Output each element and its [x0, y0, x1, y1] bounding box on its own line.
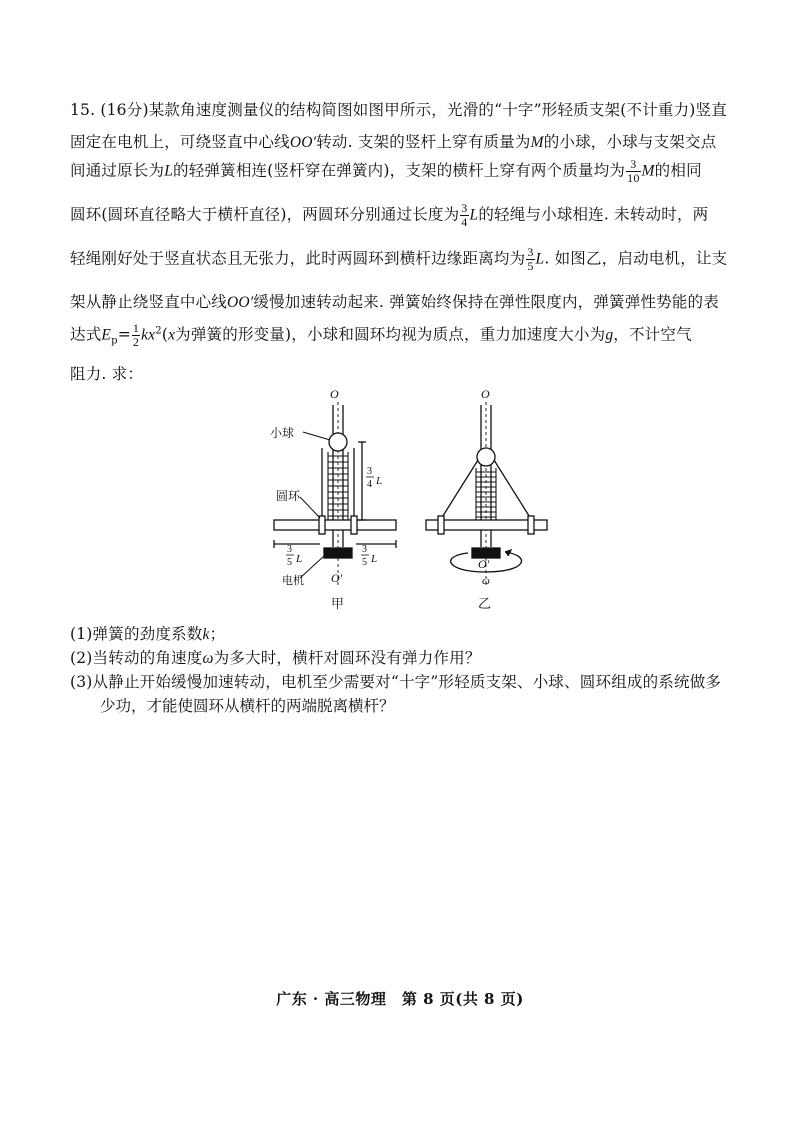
label-rope-num: 3: [367, 466, 372, 477]
fraction-3-4: $\frac{3}{4}$: [461, 201, 468, 229]
label-dist-right-den: 5: [362, 557, 367, 568]
ring-right-1: [438, 516, 444, 534]
label-motor: 电机: [282, 575, 304, 587]
label-dist-left-den: 5: [287, 557, 292, 568]
label-ring: 圆环: [276, 489, 301, 503]
problem-line-5: 轻绳刚好处于竖直状态且无张力，此时两圆环到横杆边缘距离均为 $\frac{3}{5}$ L. 如图乙，启动电机，让支: [70, 245, 728, 273]
label-o-bottom-right: O′: [478, 557, 490, 571]
problem-line-4: 圆环(圆环直径略大于横杆直径)，两圆环分别通过长度为 $\frac{3}{4}$ L的轻绳与小球相连. 未转动时，两: [70, 201, 709, 229]
fraction-1-2: $\frac{1}{2}$: [132, 321, 140, 349]
crossbar-left: [274, 520, 396, 530]
spring: [328, 452, 348, 520]
label-dist-right-unit: L: [371, 553, 378, 565]
label-rope-unit: L: [376, 475, 383, 487]
ball: [329, 433, 347, 451]
label-dist-right-num: 3: [362, 544, 367, 555]
label-dist-left-num: 3: [287, 544, 292, 555]
fraction-3-5: $\frac{3}{5}$: [527, 245, 534, 273]
ring-left-1: [319, 516, 325, 534]
ring-right-2: [528, 516, 534, 534]
label-o-top-right: O: [481, 387, 490, 401]
problem-line-1: 15. (16分)某款角速度测量仪的结构简图如图甲所示，光滑的“十字”形轻质支架(不计重力)竖直: [70, 101, 727, 119]
label-o-top-left: O: [330, 387, 339, 401]
label-omega: ω: [482, 575, 490, 587]
problem-line-7: 达式$E_p=$ $\frac{1}{2}$ $kx^2(x$为弹簧的形变量)，小球和圆环均视为质点，重力加速度大小为g，不计空气: [70, 321, 692, 349]
question-3: (3)从静止开始缓慢加速转动，电机至少需要对“十字”形轻质支架、小球、圆环组成的系统做多: [70, 673, 722, 691]
motor-left: [324, 548, 352, 558]
question-2: (2)当转动的角速度ω为多大时，横杆对圆环没有弹力作用？: [70, 649, 481, 667]
fraction-3-10: $\frac{3}{10}$: [627, 157, 640, 185]
caption-right: 乙: [478, 596, 492, 611]
label-rope-den: 4: [367, 479, 372, 490]
problem-line-2: 固定在电机上，可绕竖直中心线OO′转动. 支架的竖杆上穿有质量为M的小球，小球与支架交点: [70, 133, 717, 151]
question-3-cont: 少功，才能使圆环从横杆的两端脱离横杆？: [100, 697, 395, 715]
problem-line-8: 阻力. 求：: [70, 365, 144, 383]
label-dist-left-unit: L: [296, 553, 303, 565]
caption-left: 甲: [331, 596, 345, 611]
label-o-bottom-left: O′: [331, 571, 343, 585]
label-ball: 小球: [270, 426, 295, 440]
problem-line-6: 架从静止绕竖直中心线OO′缓慢加速转动起来. 弹簧始终保持在弹性限度内，弹簧弹性势能的表: [70, 293, 719, 311]
question-1: (1)弹簧的劲度系数k；: [70, 625, 226, 643]
page-footer: 广东 · 高三物理 第 8 页(共 8 页): [276, 990, 524, 1008]
ring-left-2: [351, 516, 357, 534]
figure-left: [274, 387, 396, 588]
problem-line-3: 间通过原长为L的轻弹簧相连(竖杆穿在弹簧内)，支架的横杆上穿有两个质量均为 $\frac{3}{10}$ M的相同: [70, 157, 702, 185]
ball-right: [477, 448, 495, 466]
